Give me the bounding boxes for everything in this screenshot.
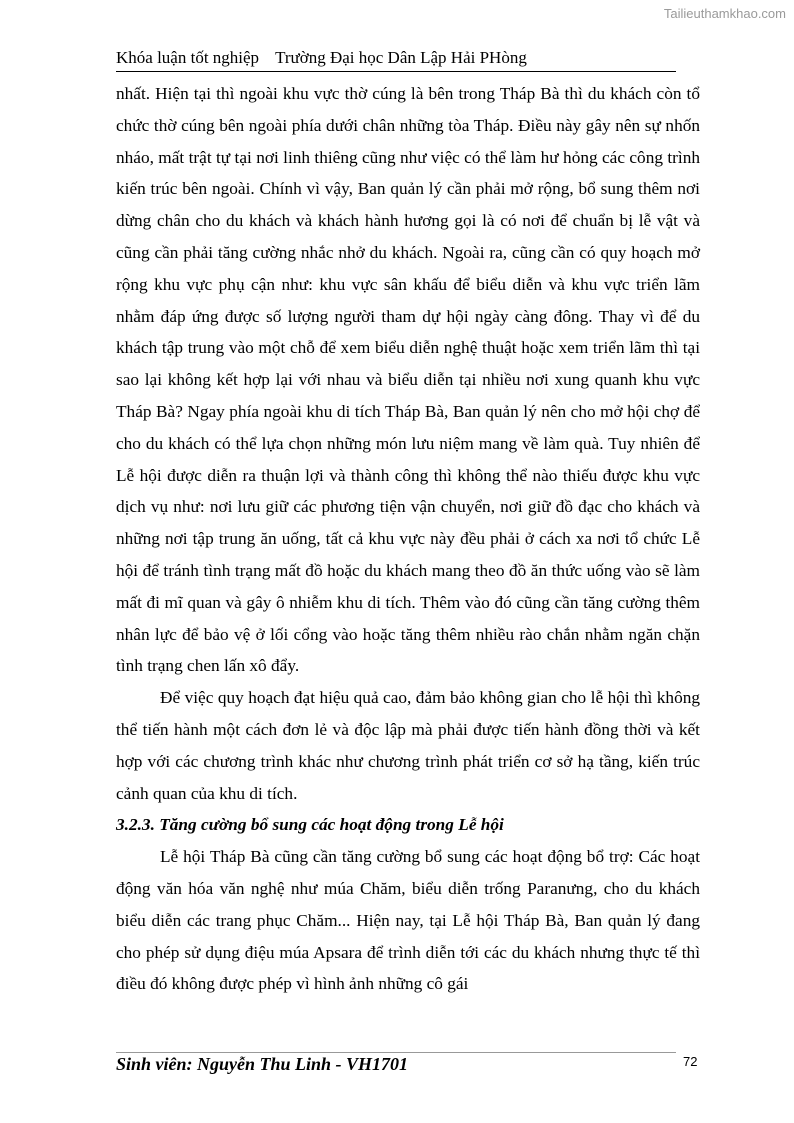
- watermark: Tailieuthamkhao.com: [663, 6, 786, 21]
- header-university: Trường Đại học Dân Lập Hải PHòng: [275, 48, 527, 67]
- section-heading: 3.2.3. Tăng cường bổ sung các hoạt động trong Lễ hội: [116, 815, 504, 835]
- footer-student: Sinh viên: Nguyễn Thu Linh - VH1701: [116, 1054, 409, 1074]
- header-thesis-label: Khóa luận tốt nghiệp: [116, 48, 260, 67]
- page-number: 72: [683, 1054, 698, 1069]
- footer-divider: [116, 1052, 676, 1053]
- document-body: [116, 78, 700, 1000]
- page-header: [116, 48, 676, 72]
- paragraph-2: Để việc quy hoạch đạt hiệu quả cao, đảm bảo không gian cho lễ hội thì không thể tiến hành một cách đơn lẻ và độc lập mà phải được tiến hành đồng thời và kết hợp với các chương trình khác như chương trình phát triển cơ sở hạ tầng, kiến trúc cảnh quan của khu di tích.: [116, 688, 700, 803]
- paragraph-1: nhất. Hiện tại thì ngoài khu vực thờ cúng là bên trong Tháp Bà thì du khách còn tổ chức thờ cúng bên ngoài phía dưới chân những tòa Tháp. Điều này gây nên sự nhốn nháo, mất trật tự tại nơi linh thiêng cũng như việc có thể làm hư hỏng các công trình kiến trúc bên ngoài. Chính vì vậy, Ban quản lý cần phải mở rộng, bổ sung thêm nơi dừng chân cho du khách và khách hành hương gọi là có nơi để chuẩn bị lễ vật và cũng cần phải tăng cường nhắc nhở du khách. Ngoài ra, cũng cần có quy hoạch mở rộng khu vực phụ cận như: khu vực sân khấu để biểu diễn và khu vực triển lãm nhằm đáp ứng được số lượng người tham dự hội ngày càng đông. Thay vì để du khách tập trung vào một chỗ để xem biểu diễn nghệ thuật hoặc xem triển lãm thì tại sao lại không kết hợp lại với nhau và biểu diễn tại nhiều nơi xung quanh khu vực Tháp Bà? Ngay phía ngoài khu di tích Tháp Bà, Ban quản lý nên cho mở hội chợ để cho du khách có thể lựa chọn những món lưu niệm mang về làm quà. Tuy nhiên để Lễ hội được diễn ra thuận lợi và thành công thì không thể nào thiếu được khu vực dịch vụ như: nơi lưu giữ các phương tiện vận chuyển, nơi giữ đồ đạc cho khách và những nơi tập trung ăn uống, tất cả khu vực này đều phải ở cách xa nơi tổ chức Lễ hội để tránh tình trạng mất đồ hoặc du khách mang theo đồ ăn thức uống vào sẽ làm mất đi mĩ quan và gây ô nhiễm khu di tích. Thêm vào đó cũng cần tăng cường thêm nhân lực để bảo vệ ở lối cổng vào hoặc tăng thêm nhiều rào chắn nhằm ngăn chặn tình trạng chen lấn xô đẩy.: [116, 84, 700, 676]
- paragraph-3: Lễ hội Tháp Bà cũng cần tăng cường bổ sung các hoạt động bổ trợ: Các hoạt động văn hóa văn nghệ như múa Chăm, biểu diễn trống Paranưng, cho du khách biểu diễn các trang phục Chăm... Hiện nay, tại Lễ hội Tháp Bà, Ban quản lý đang cho phép sử dụng điệu múa Apsara để trình diễn tới các du khách nhưng thực tế thì điều đó không được phép vì hình ảnh những cô gái: [116, 847, 700, 994]
